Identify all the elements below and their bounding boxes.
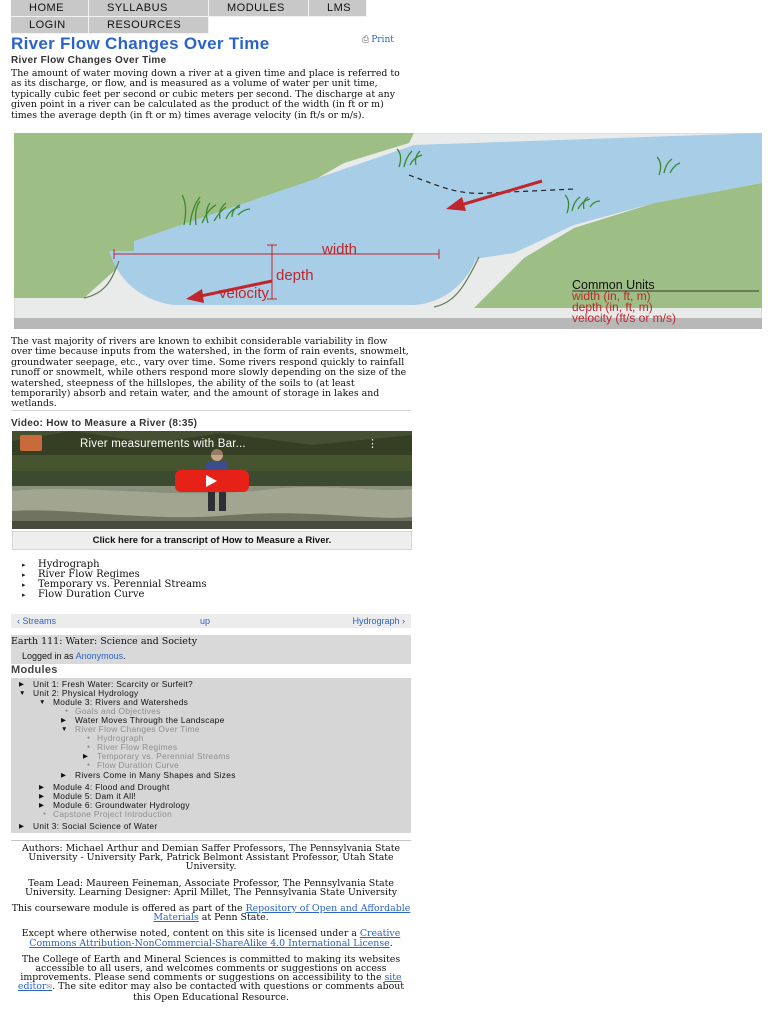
courseware-text-end: at Penn State. [201,912,269,924]
modules-heading: Modules [11,664,58,676]
book-pager [11,614,411,628]
play-button[interactable] [175,470,249,492]
course-name: Earth 111: Water: Science and Society [11,636,198,647]
leaf-dot-icon: ● [87,744,91,750]
nav-modules[interactable]: MODULES [209,0,309,17]
channel-avatar[interactable] [20,435,42,451]
expanded-triangle-icon: ▼ [61,725,68,733]
tree-link[interactable]: Module 6: Groundwater Hydrology [53,800,190,810]
play-icon [175,470,249,492]
collapsed-triangle-icon: ▶ [83,753,89,760]
width-label: width [322,241,358,258]
subpage-link[interactable]: Temporary vs. Perennial Streams [38,579,207,590]
leaf-dot-icon: ● [65,708,69,714]
collapsed-triangle-icon: ▶ [39,793,45,800]
bullet-icon: ▸ [22,581,26,589]
subpage-link[interactable]: Flow Duration Curve [38,589,145,600]
expanded-triangle-icon: ▼ [19,689,26,697]
units-heading: Common Units [572,278,655,292]
footer-accessibility [11,955,411,1002]
courseware-text: This courseware module is offered as part of the [11,903,243,915]
collapsed-triangle-icon: ▶ [39,784,45,791]
subpage-list [22,560,207,600]
bullet-icon: ▸ [22,561,26,569]
bullet-icon: ▸ [22,591,26,599]
tree-capstone[interactable] [43,809,172,819]
tree-link[interactable]: Module 4: Flood and Drought [53,782,170,792]
footer [11,844,411,1009]
units-depth: depth (in, ft, m) [572,300,653,314]
collapsed-triangle-icon: ▶ [19,823,25,830]
accessibility-text-end: . The site editor may also be contacted with questions or comments about this Open Educational Resource. [52,981,405,1003]
tree-link[interactable]: Module 5: Dam it All! [53,791,137,801]
leaf-dot-icon: ● [87,735,91,741]
nav-lms[interactable]: LMS [309,0,367,17]
print-label: Print [371,35,394,45]
site-editor-label: site editor [17,972,402,993]
tree-link[interactable]: Goals and Objectives [75,706,161,716]
video-player[interactable] [12,431,412,529]
tree-link[interactable]: Water Moves Through the Landscape [75,715,225,725]
tree-link[interactable]: Unit 3: Social Science of Water [33,821,158,831]
top-navigation [11,0,367,34]
repository-link[interactable]: Repository of Open and Affordable Materials [153,903,411,924]
print-link[interactable] [362,35,394,45]
footer-courseware [11,904,411,922]
tree-link[interactable]: Temporary vs. Perennial Streams [97,751,231,761]
more-options-icon[interactable]: ⋮ [367,438,378,450]
print-icon: ⎙ [362,35,370,45]
subpage-flow-duration-curve[interactable] [22,590,207,600]
course-info-box [11,635,411,664]
expanded-triangle-icon: ▼ [39,698,46,706]
nav-login[interactable]: LOGIN [11,17,89,34]
pager-next-link[interactable]: Hydrograph › [352,616,405,626]
tree-link[interactable]: Hydrograph [97,733,144,743]
footer-divider [11,840,411,841]
license-text: Except where otherwise noted, content on this site is licensed under a [21,928,357,940]
license-link[interactable]: Creative Commons Attribution-NonCommercial-ShareAlike 4.0 International License [29,928,401,949]
subpage-link[interactable]: River Flow Regimes [38,569,140,580]
video-title[interactable]: River measurements with Bar... [80,438,246,450]
units-velocity: velocity (ft/s or m/s) [572,311,677,325]
river-cross-section-figure [14,133,762,329]
page-title: River Flow Changes Over Time [11,34,270,53]
footer-authors: Authors: Michael Arthur and Demian Saffer Professors, The Pennsylvania State University - University Park, Patrick Belmont Assistant Professor, Utah State University. [21,843,401,873]
modules-tree [11,678,411,833]
nav-syllabus[interactable]: SYLLABUS [89,0,209,17]
tree-link[interactable]: Module 3: Rivers and Watersheds [53,697,189,707]
tree-link[interactable]: Rivers Come in Many Shapes and Sizes [75,770,236,780]
depth-label: depth [276,267,314,284]
tree-link[interactable]: River Flow Regimes [97,742,178,752]
nav-home[interactable]: HOME [11,0,89,17]
tree-duration[interactable] [87,760,179,770]
nav-resources[interactable]: RESOURCES [89,17,209,34]
pager-up-link[interactable]: up [200,616,211,626]
footer-team: Team Lead: Maureen Feineman, Associate Professor, The Pennsylvania State University. Learning Designer: April Millet, The Pennsylvania State University [24,877,398,898]
section-subtitle: River Flow Changes Over Time [11,55,167,66]
tree-link[interactable]: Capstone Project Introduction [53,809,173,819]
pager-previous-link[interactable]: ‹ Streams [17,616,57,626]
footer-license [11,929,411,947]
license-text-end: . [389,937,393,949]
tree-link[interactable]: Flow Duration Curve [97,760,180,770]
user-link[interactable]: Anonymous [75,651,124,661]
tree-link[interactable]: Unit 1: Fresh Water: Scarcity or Surfeit? [33,679,193,689]
tree-unit-3[interactable] [19,821,157,831]
tree-rivers-shapes[interactable] [61,770,236,780]
bullet-icon: ▸ [22,571,26,579]
tree-link[interactable]: River Flow Changes Over Time [75,724,200,734]
intro-paragraph: The amount of water moving down a river at a given time and place is referred to as its discharge, or flow, and is measured as a volume of water per unit time, typically cubic feet per second or cubic meters per second. The discharge at any given point in a river can be calculated as the product of the width (in ft or m) times the average depth (in ft or m) times average velocity (in ft/s or m/s). [11,68,400,121]
collapsed-triangle-icon: ▶ [39,802,45,809]
leaf-dot-icon: ● [87,762,91,768]
collapsed-triangle-icon: ▶ [61,717,67,724]
login-status: Logged in as Anonymous. [22,651,126,661]
login-prefix: Logged in as [22,651,74,661]
video-heading: Video: How to Measure a River (8:35) [11,418,198,429]
transcript-link[interactable]: Click here for a transcript of How to Measure a River. [12,531,412,550]
tree-link[interactable]: Unit 2: Physical Hydrology [33,688,139,698]
variability-paragraph: The vast majority of rivers are known to exhibit considerable variability in flow over time because inputs from the watershed, in the form of rain events, snowmelt, groundwater seepage, etc., vary over time. Some rivers respond quickly to rainfall runoff or snowmelt, while others respond more slowly depending on the size of the watershed, steepness of the hillslopes, the ability of the soils to (at least temporarily) absorb and retain water, and the amount of storage in lakes and wetlands. [11,336,409,410]
accessibility-text: The College of Earth and Mineral Sciences is committed to making its websites accessible to all users, and welcomes comments or suggestions on access improvements. Please send comments or suggestions on accessibility to the [20,953,401,984]
collapsed-triangle-icon: ▶ [61,772,67,779]
leaf-dot-icon: ● [43,811,47,817]
email-icon: ✉ [46,983,53,992]
units-width: width (in, ft, m) [572,289,651,303]
subpage-link[interactable]: Hydrograph [38,559,100,570]
collapsed-triangle-icon: ▶ [19,681,25,688]
velocity-label: velocity [219,285,270,302]
divider [11,410,411,411]
